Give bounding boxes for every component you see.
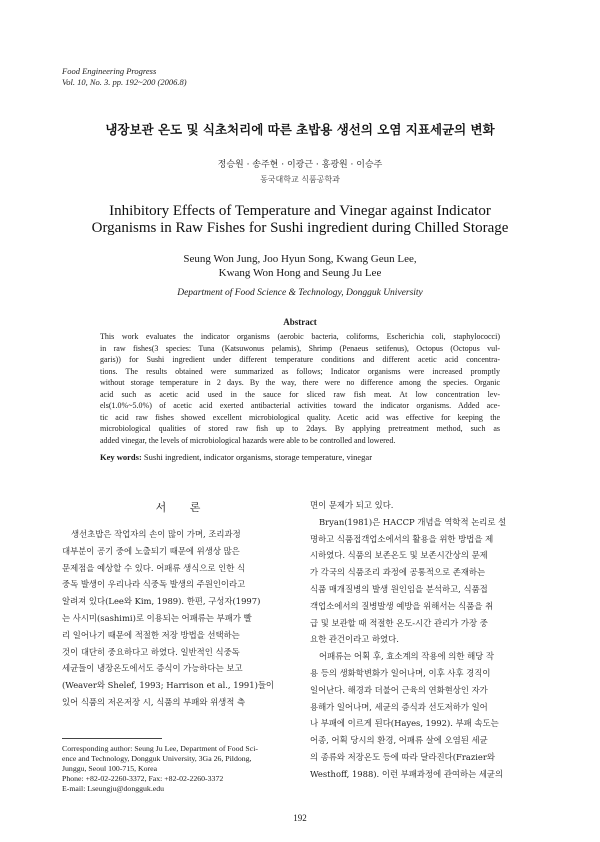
abstract-line: This work evaluates the indicator organisms (aerobic bacteria, coliforms, Escherichia coli, staphylococci)	[100, 332, 500, 341]
english-authors-line: Seung Won Jung, Joo Hyun Song, Kwang Geun Lee,	[183, 253, 417, 265]
footnote-line: E-mail: Lseungju@dongguk.edu	[62, 784, 165, 793]
body-line: 어종, 어획 당시의 환경, 어패류 살에 오염된 세균	[310, 735, 488, 746]
left-column-text	[62, 526, 304, 711]
body-line: 세균들이 냉장온도에서도 증식이 가능하다는 보고	[62, 663, 243, 674]
body-line: Westhoff, 1988). 이런 부패과정에 관여하는 세균의	[310, 768, 504, 779]
body-line: 알려져 있다(Lee와 Kim, 1989). 한편, 구성자(1997)	[62, 596, 261, 607]
korean-affiliation: 동국대학교 식품공학과	[260, 175, 340, 184]
english-authors	[0, 252, 600, 280]
body-line: 것이 대단히 중요하다고 하였다. 일반적인 식중독	[62, 646, 240, 657]
english-title-line: Inhibitory Effects of Temperature and Vinegar against Indicator	[109, 203, 491, 219]
english-affiliation: Department of Food Science & Technology, Dongguk University	[177, 288, 423, 298]
abstract-line: microbiological qualities of stored raw fish up to 2days. By applying pretreatment method, such as	[100, 424, 500, 433]
body-line: 는 사시미(sashimi)로 이용되는 어패류는 부패가 빨	[62, 612, 252, 623]
abstract-line: in raw fishes(3 species: Tuna (Katsuwonus pelamis), Shrimp (Penaeus setifenus), Octopus (Octopus vul-	[100, 343, 500, 353]
journal-volume: Vol. 10, No. 3. pp. 192~200 (2006.8)	[62, 77, 187, 87]
body-line: 시하였다. 식품의 보존온도 및 보존시간상의 문제	[310, 550, 488, 561]
body-line: 생선초밥은 작업자의 손이 많이 가며, 조리과정	[71, 529, 241, 539]
page-number: 192	[293, 813, 307, 823]
abstract-body	[100, 331, 500, 446]
right-column-text	[310, 497, 550, 783]
body-line: (Weaver와 Shelef, 1993; Harrison et al., 1991)들이	[62, 680, 275, 691]
abstract-heading: Abstract	[283, 317, 317, 327]
footnote-divider	[62, 738, 162, 739]
abstract-line: tions. The results obtained were summarized as follows; Indicator organisms were increased promptly	[100, 366, 500, 376]
section-heading-introduction: 서 론	[155, 501, 211, 514]
body-line: 나 부패에 이르게 된다(Hayes, 1992). 부패 속도는	[310, 718, 499, 729]
body-line: 의 종류와 저장온도 등에 따라 달라진다(Frazier와	[310, 751, 495, 762]
abstract-line: added vinegar, the levels of microbiological hazards were able to be controlled and lowered.	[100, 435, 396, 445]
footnote-line: Junggu, Seoul 100-715, Korea	[62, 764, 158, 773]
abstract-line: els(1.0%~5.0%) of acetic acid exerted antibacterial activities toward the indicator organisms. Added ace-	[100, 401, 500, 410]
footnote-line: Phone: +82-02-2260-3372, Fax: +82-02-2260-3372	[62, 774, 224, 783]
body-line: Bryan(1981)은 HACCP 개념을 역학적 논리로 설	[319, 516, 507, 527]
korean-title: 냉장보관 온도 및 식초처리에 따른 초밥용 생선의 오염 지표세균의 변화	[105, 122, 495, 137]
abstract-line: without storage temperature in 2 days. By the way, there were no difference among the species. Organic	[100, 378, 500, 387]
english-authors-line: Kwang Won Hong and Seung Ju Lee	[218, 267, 382, 279]
keywords-text: Sushi ingredient, indicator organisms, storage temperature, vinegar	[141, 452, 373, 462]
body-line: 일어난다. 해경과 더불어 근육의 연화현상인 자가	[310, 684, 488, 695]
keywords	[100, 452, 500, 462]
keywords-label: Key words:	[100, 452, 142, 462]
corresponding-author-footnote	[62, 744, 258, 794]
body-line: 용 등의 생화학변화가 일어나며, 이후 사후 경직이	[310, 667, 491, 678]
body-line: 면이 문제가 되고 있다.	[310, 500, 394, 510]
abstract-line: tic acid raw fishes showed excellent microbiological quality. Acetic acid was effective for keeping the	[100, 412, 500, 422]
body-line: 중독 발생이 우리나라 식중독 발생의 주원인이라고	[62, 579, 246, 590]
korean-authors: 정승원 · 송주현 · 이광근 · 홍광원 · 이승주	[217, 160, 383, 170]
body-line: 리 일어나기 때문에 적절한 저장 방법을 선택하는	[62, 629, 240, 640]
body-line: 문제점을 예상할 수 있다. 어패류 생식으로 인한 식	[62, 562, 246, 573]
abstract-line: garis)) for Sushi ingredient under different temperature conditions and different acetic acid concentra-	[100, 355, 500, 364]
body-line: 객업소에서의 질병발생 예방을 위해서는 식품을 취	[310, 600, 494, 611]
body-line: 어패류는 어획 후, 효소계의 작용에 의한 해당 작	[319, 651, 495, 662]
body-line: 대부분이 공기 중에 노출되기 때문에 위생상 많은	[62, 545, 240, 556]
body-line: 식품 매개질병의 발생 원인임을 분석하고, 식품접	[310, 583, 488, 594]
journal-header	[62, 66, 187, 88]
footnote-line: Corresponding author: Seung Ju Lee, Department of Food Sci-	[62, 744, 258, 753]
journal-name: Food Engineering Progress	[62, 66, 157, 76]
body-line: 급 및 보관할 때 적절한 온도-시간 관리가 가장 중	[310, 617, 488, 628]
abstract-line: acid such as acetic acid used in the sauce for sliced raw fish meat. At low concentration lev-	[100, 389, 500, 399]
body-line: 용해가 일어나며, 세균의 증식과 선도저하가 일어	[310, 701, 488, 712]
body-line: 요한 관건이라고 하였다.	[310, 634, 399, 645]
english-title	[0, 203, 600, 237]
footnote-line: ence and Technology, Dongguk University, 3Ga 26, Pildong,	[62, 754, 252, 763]
english-title-line: Organisms in Raw Fishes for Sushi ingredient during Chilled Storage	[91, 220, 509, 236]
body-line: 가 각국의 식품조리 과정에 공통적으로 존재하는	[310, 567, 486, 578]
body-line: 명하고 식품접객업소에서의 활용을 위한 방법을 제	[310, 533, 494, 544]
body-line: 있어 식품의 저온저장 시, 식품의 부패와 위생적 측	[62, 696, 246, 707]
